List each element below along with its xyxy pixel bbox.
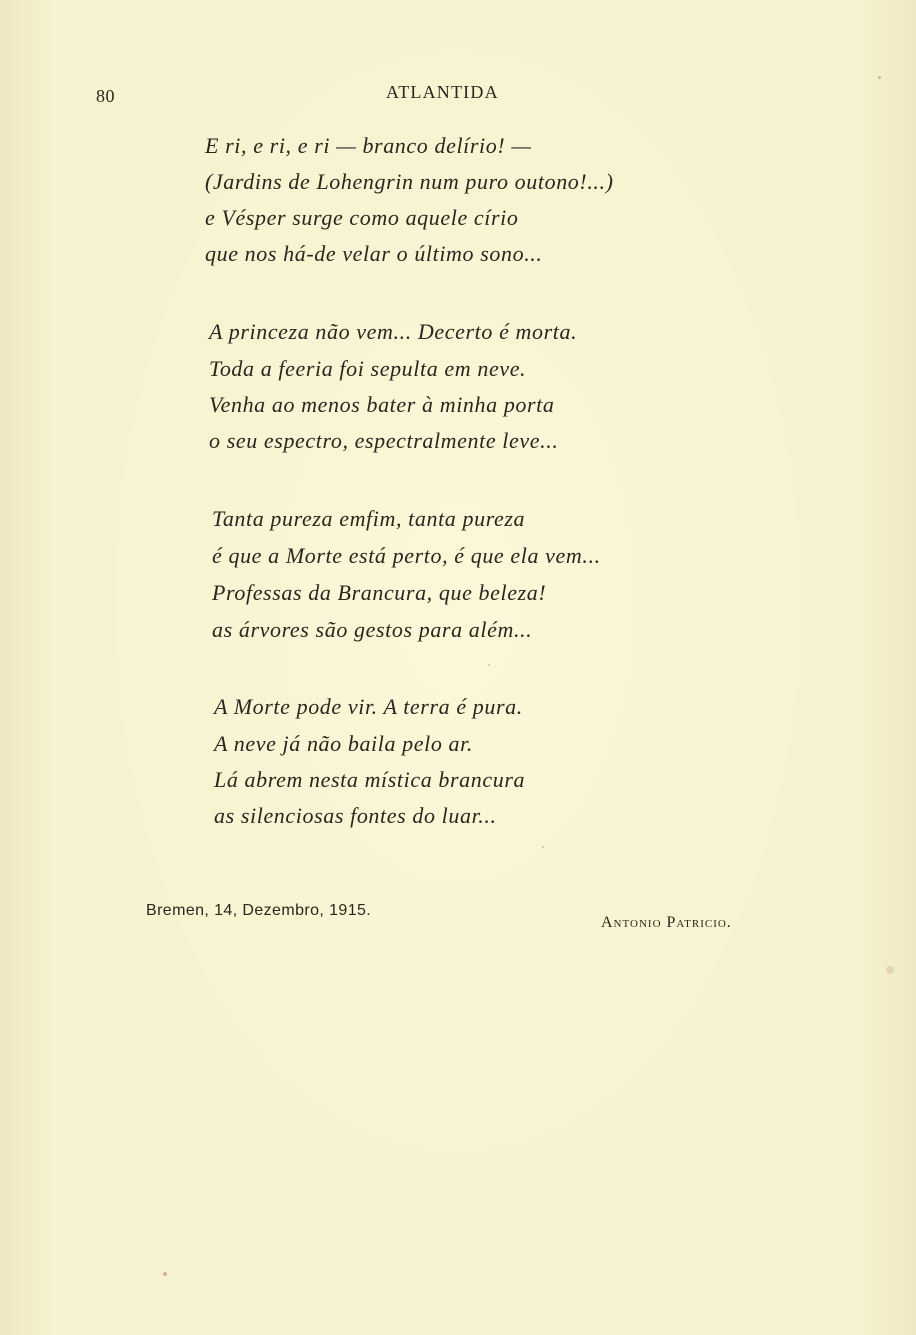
- author-signature: Antonio Patricio.: [601, 914, 732, 931]
- verse-line: A Morte pode vir. A terra é pura.: [214, 694, 523, 719]
- verse-line: e Vésper surge como aquele círio: [205, 205, 519, 230]
- verse-line: que nos há-de velar o último sono...: [205, 241, 543, 266]
- verse-line: A princeza não vem... Decerto é morta.: [209, 319, 578, 344]
- paper-speck: [886, 966, 894, 974]
- page-number: 80: [96, 86, 115, 106]
- verse-line: as árvores são gestos para além...: [212, 617, 533, 642]
- verse-line: Professas da Brancura, que beleza!: [212, 580, 547, 605]
- verse-line: Venha ao menos bater à minha porta: [209, 392, 555, 417]
- verse-line: Lá abrem nesta mística brancura: [214, 767, 526, 792]
- verse-line: é que a Morte está perto, é que ela vem...: [212, 543, 601, 568]
- paper-speck: [542, 846, 544, 848]
- verse-line: A neve já não baila pelo ar.: [214, 731, 473, 756]
- verse-line: Tanta pureza emfim, tanta pureza: [212, 506, 526, 531]
- verse-line: Toda a feeria foi sepulta em neve.: [209, 356, 527, 381]
- verse-line: o seu espectro, espectralmente leve...: [209, 428, 559, 453]
- paper-speck: [163, 1272, 167, 1276]
- paper-speck: [878, 76, 881, 79]
- running-title: ATLANTIDA: [386, 82, 499, 102]
- paper-speck: [488, 664, 490, 666]
- verse-line: E ri, e ri, e ri — branco delírio! —: [205, 133, 532, 158]
- place-and-date: Bremen, 14, Dezembro, 1915.: [146, 902, 372, 919]
- verse-line: (Jardins de Lohengrin num puro outono!...): [205, 169, 614, 194]
- verse-line: as silenciosas fontes do luar...: [214, 803, 497, 828]
